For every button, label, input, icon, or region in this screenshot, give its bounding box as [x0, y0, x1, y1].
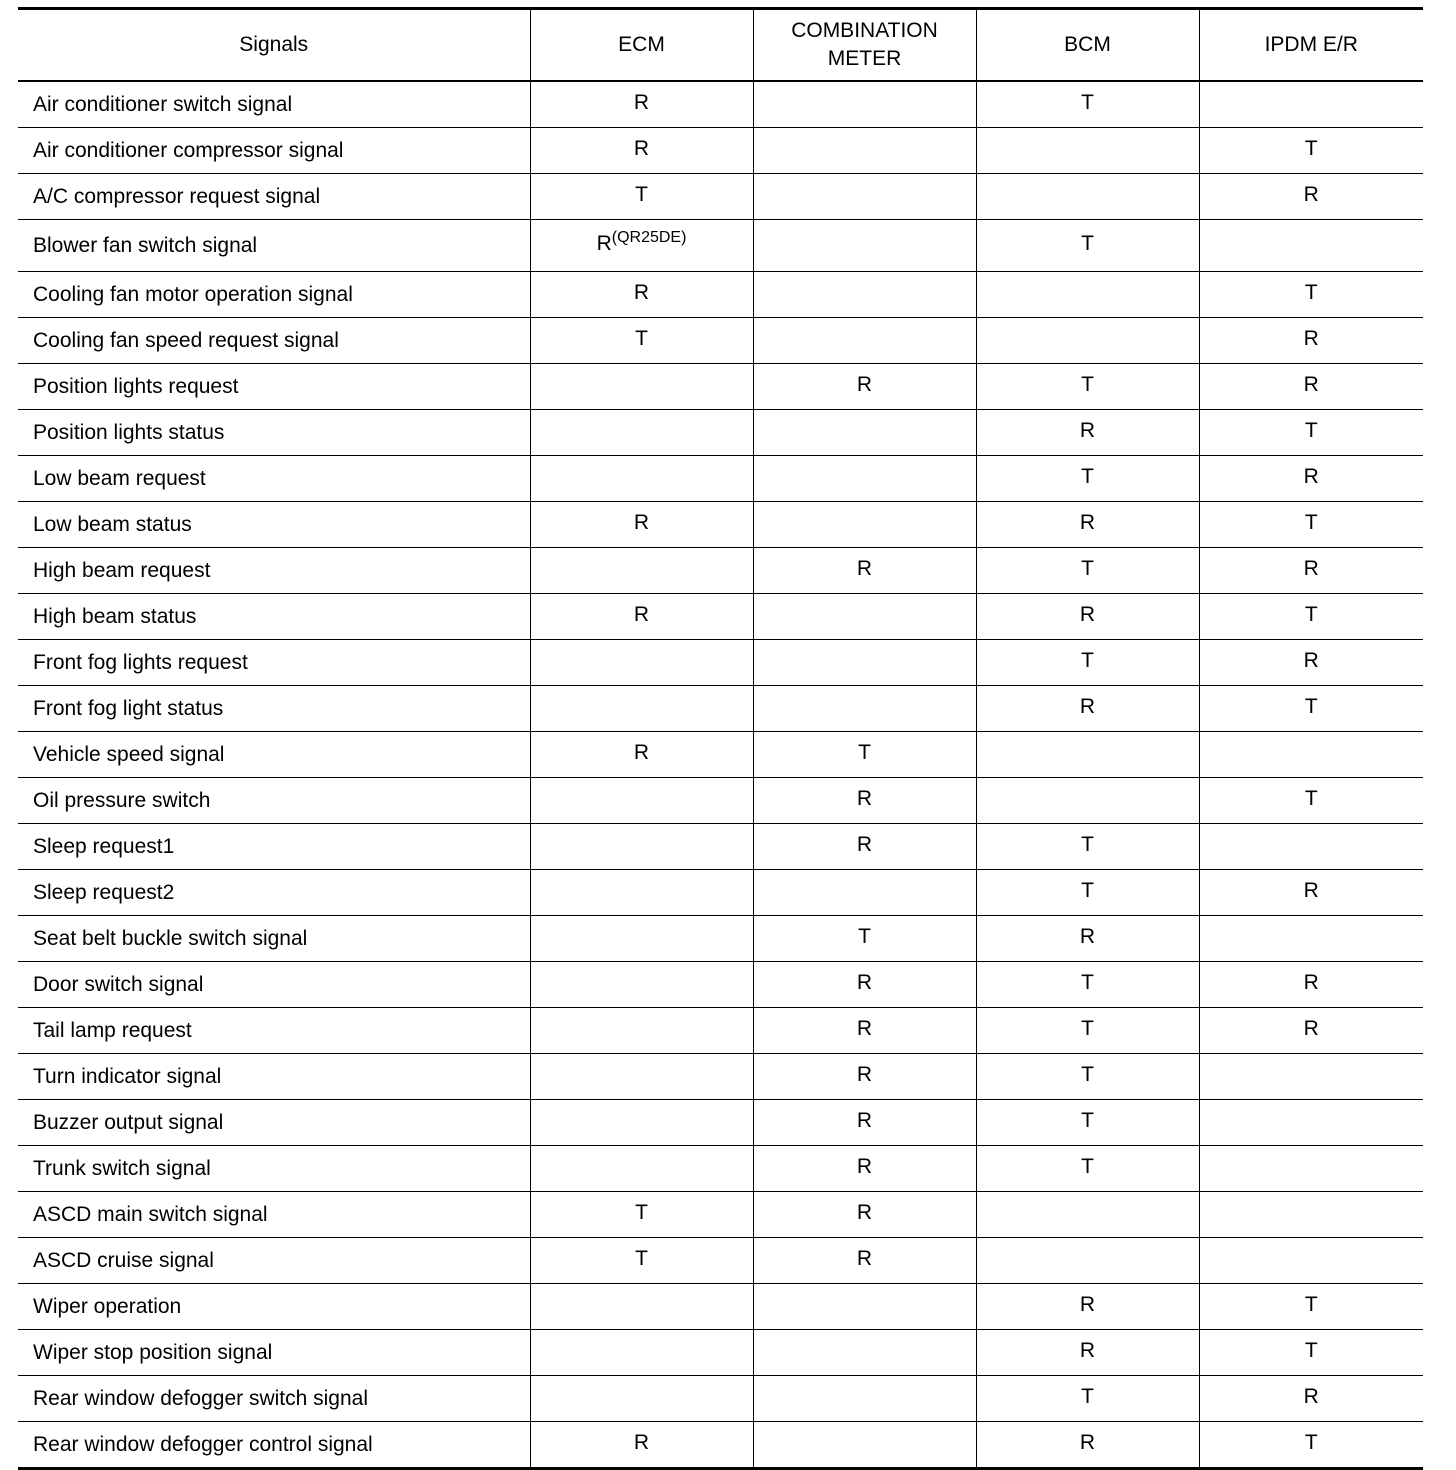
cell-ecm — [530, 548, 753, 594]
cell-bcm: T — [976, 1376, 1199, 1422]
cell-ecm — [530, 272, 753, 318]
cell-bcm: T — [976, 220, 1199, 272]
cell-ipdm-er: T — [1199, 686, 1423, 732]
cell-ipdm-er: T — [1199, 594, 1423, 640]
cell-ecm — [530, 1330, 753, 1376]
signal-name: Turn indicator signal — [18, 1054, 530, 1100]
cell-ecm — [530, 502, 753, 548]
cell-bcm — [976, 778, 1199, 824]
signal-name: ASCD cruise signal — [18, 1238, 530, 1284]
cell-ipdm-er: R — [1199, 364, 1423, 410]
cell-combination-meter — [753, 318, 976, 364]
signal-name: Tail lamp request — [18, 1008, 530, 1054]
cell-bcm: R — [976, 1284, 1199, 1330]
cell-ecm — [530, 220, 753, 272]
cell-bcm — [976, 272, 1199, 318]
cell-ecm — [530, 410, 753, 456]
cell-combination-meter: R — [753, 1238, 976, 1284]
cell-ecm-value: R — [633, 137, 650, 160]
cell-bcm — [976, 732, 1199, 778]
cell-combination-meter — [753, 220, 976, 272]
signal-table — [18, 7, 1423, 1470]
cell-ipdm-er: R — [1199, 318, 1423, 364]
cell-combination-meter: R — [753, 778, 976, 824]
cell-ecm-value: T — [635, 1201, 648, 1224]
cell-ecm — [530, 1376, 753, 1422]
cell-ecm-value: R — [633, 511, 650, 534]
cell-bcm — [976, 1238, 1199, 1284]
cell-combination-meter — [753, 870, 976, 916]
cell-ecm — [530, 1192, 753, 1238]
signal-name: Air conditioner switch signal — [18, 81, 530, 128]
table-row — [18, 1054, 1423, 1100]
cell-ipdm-er: R — [1199, 456, 1423, 502]
table-row — [18, 318, 1423, 364]
cell-ipdm-er — [1199, 1238, 1423, 1284]
table-row — [18, 594, 1423, 640]
cell-ecm — [530, 778, 753, 824]
cell-bcm — [976, 128, 1199, 174]
cell-ecm — [530, 916, 753, 962]
cell-combination-meter — [753, 456, 976, 502]
cell-ecm-value: R — [633, 91, 650, 114]
cell-combination-meter: R — [753, 364, 976, 410]
cell-ecm — [530, 1422, 753, 1469]
signal-name: Sleep request1 — [18, 824, 530, 870]
signal-name: High beam request — [18, 548, 530, 594]
cell-combination-meter — [753, 1422, 976, 1469]
table-row — [18, 456, 1423, 502]
cell-combination-meter — [753, 686, 976, 732]
signal-name: Front fog light status — [18, 686, 530, 732]
cell-bcm: R — [976, 1422, 1199, 1469]
cell-ipdm-er — [1199, 220, 1423, 272]
signal-name: High beam status — [18, 594, 530, 640]
table-row — [18, 128, 1423, 174]
cell-ecm — [530, 640, 753, 686]
signal-name: Vehicle speed signal — [18, 732, 530, 778]
cell-ecm-value: T — [635, 1247, 648, 1270]
cell-ecm — [530, 594, 753, 640]
table-row — [18, 1146, 1423, 1192]
cell-ecm — [530, 1284, 753, 1330]
signal-name: Rear window defogger switch signal — [18, 1376, 530, 1422]
cell-combination-meter — [753, 174, 976, 220]
cell-bcm: T — [976, 1008, 1199, 1054]
table-row — [18, 174, 1423, 220]
cell-ipdm-er — [1199, 1054, 1423, 1100]
cell-bcm: T — [976, 962, 1199, 1008]
cell-ipdm-er: T — [1199, 410, 1423, 456]
signal-name: Cooling fan motor operation signal — [18, 272, 530, 318]
table-row — [18, 1008, 1423, 1054]
table-row — [18, 502, 1423, 548]
table-row — [18, 778, 1423, 824]
cell-combination-meter: T — [753, 916, 976, 962]
cell-combination-meter: R — [753, 548, 976, 594]
signal-name: Trunk switch signal — [18, 1146, 530, 1192]
cell-ecm-value: R — [633, 603, 650, 626]
cell-ipdm-er: R — [1199, 1376, 1423, 1422]
cell-ecm-value: R — [633, 1431, 650, 1454]
cell-ecm — [530, 174, 753, 220]
table-row — [18, 272, 1423, 318]
cell-ecm — [530, 1100, 753, 1146]
signal-name: ASCD main switch signal — [18, 1192, 530, 1238]
cell-combination-meter: R — [753, 824, 976, 870]
cell-ipdm-er: R — [1199, 640, 1423, 686]
table-row — [18, 1284, 1423, 1330]
cell-ipdm-er: T — [1199, 272, 1423, 318]
cell-ipdm-er: R — [1199, 962, 1423, 1008]
cell-ecm — [530, 732, 753, 778]
cell-ipdm-er: R — [1199, 870, 1423, 916]
cell-ipdm-er: T — [1199, 1330, 1423, 1376]
cell-ecm-value: T — [635, 327, 648, 350]
table-row — [18, 962, 1423, 1008]
cell-ipdm-er — [1199, 916, 1423, 962]
signal-name: A/C compressor request signal — [18, 174, 530, 220]
cell-ecm — [530, 318, 753, 364]
signal-name: Rear window defogger control signal — [33, 1432, 373, 1456]
cell-ecm — [530, 686, 753, 732]
cell-combination-meter — [753, 1330, 976, 1376]
cell-bcm — [976, 1192, 1199, 1238]
cell-bcm: T — [976, 364, 1199, 410]
cell-ipdm-er: R — [1199, 1008, 1423, 1054]
cell-ecm — [530, 962, 753, 1008]
cell-ecm — [530, 81, 753, 128]
table-row — [18, 410, 1423, 456]
cell-ecm — [530, 1054, 753, 1100]
signal-name: Position lights request — [18, 364, 530, 410]
cell-ecm — [530, 824, 753, 870]
cell-bcm: T — [976, 548, 1199, 594]
header-ipdm-er: IPDM E/R — [1199, 9, 1423, 82]
table-row — [18, 364, 1423, 410]
cell-combination-meter: R — [753, 1146, 976, 1192]
table-row — [18, 1192, 1423, 1238]
table-row — [18, 732, 1423, 778]
cell-bcm: T — [976, 1054, 1199, 1100]
cell-ipdm-er — [1199, 1146, 1423, 1192]
cell-bcm: R — [976, 916, 1199, 962]
cell-combination-meter — [753, 594, 976, 640]
cell-ipdm-er: T — [1199, 1284, 1423, 1330]
cell-ecm — [530, 364, 753, 410]
cell-bcm: T — [976, 870, 1199, 916]
cell-ecm — [530, 1238, 753, 1284]
cell-ecm — [530, 128, 753, 174]
cell-combination-meter — [753, 502, 976, 548]
cell-ipdm-er: R — [1199, 174, 1423, 220]
cell-ipdm-er: R — [1199, 548, 1423, 594]
cell-ipdm-er — [1199, 81, 1423, 128]
cell-ecm — [530, 456, 753, 502]
table-row — [18, 1330, 1423, 1376]
cell-ipdm-er — [1199, 824, 1423, 870]
table-row — [18, 686, 1423, 732]
header-bcm: BCM — [976, 9, 1199, 82]
signal-name: Position lights status — [18, 410, 530, 456]
signal-name: Cooling fan speed request signal — [18, 318, 530, 364]
signal-name: Buzzer output signal — [18, 1100, 530, 1146]
cell-bcm: T — [976, 1100, 1199, 1146]
signal-name: Wiper stop position signal — [18, 1330, 530, 1376]
cell-combination-meter — [753, 640, 976, 686]
cell-combination-meter — [753, 410, 976, 456]
cell-bcm: R — [976, 502, 1199, 548]
cell-ecm-value: R — [596, 232, 612, 255]
table-row — [18, 1100, 1423, 1146]
cell-bcm: R — [976, 1330, 1199, 1376]
cell-combination-meter: T — [753, 732, 976, 778]
cell-bcm: T — [976, 1146, 1199, 1192]
cell-bcm: R — [976, 686, 1199, 732]
cell-ipdm-er — [1199, 1192, 1423, 1238]
table-row — [18, 824, 1423, 870]
table-row — [18, 1422, 1423, 1469]
cell-ecm — [530, 870, 753, 916]
table-body — [18, 81, 1423, 1469]
table-row — [18, 548, 1423, 594]
table-row — [18, 220, 1423, 272]
cell-bcm — [976, 318, 1199, 364]
cell-ipdm-er: T — [1199, 778, 1423, 824]
cell-combination-meter: R — [753, 1008, 976, 1054]
cell-bcm: R — [976, 594, 1199, 640]
table-row — [18, 1376, 1423, 1422]
cell-combination-meter — [753, 1376, 976, 1422]
cell-bcm: R — [976, 410, 1199, 456]
cell-ipdm-er — [1199, 1100, 1423, 1146]
signal-name: Blower fan switch signal — [18, 220, 530, 272]
cell-ipdm-er: T — [1199, 1422, 1423, 1469]
signal-name: Front fog lights request — [18, 640, 530, 686]
cell-ecm — [530, 1008, 753, 1054]
table-row — [18, 870, 1423, 916]
cell-bcm — [976, 174, 1199, 220]
signal-name: Seat belt buckle switch signal — [18, 916, 530, 962]
signal-name: Low beam request — [18, 456, 530, 502]
cell-combination-meter — [753, 81, 976, 128]
signal-name: Air conditioner compressor signal — [18, 128, 530, 174]
cell-combination-meter — [753, 1284, 976, 1330]
cell-combination-meter: R — [753, 1192, 976, 1238]
cell-ecm-value: T — [635, 183, 648, 206]
cell-ecm-value: R — [633, 741, 650, 764]
cell-ecm-note: (QR25DE) — [611, 229, 687, 246]
header-signals: Signals — [18, 9, 530, 82]
cell-bcm: T — [976, 81, 1199, 128]
table-row — [18, 640, 1423, 686]
cell-combination-meter — [753, 128, 976, 174]
signal-name: Door switch signal — [18, 962, 530, 1008]
cell-bcm: T — [976, 824, 1199, 870]
cell-ipdm-er — [1199, 732, 1423, 778]
signal-name: Oil pressure switch — [18, 778, 530, 824]
header-row — [18, 9, 1423, 82]
signal-name: Wiper operation — [18, 1284, 530, 1330]
table-row — [18, 1238, 1423, 1284]
cell-ecm — [530, 1146, 753, 1192]
header-ecm: ECM — [530, 9, 753, 82]
table-row — [18, 81, 1423, 128]
header-combination-meter: COMBINATION METER — [753, 9, 976, 82]
cell-combination-meter: R — [753, 1100, 976, 1146]
cell-bcm: T — [976, 640, 1199, 686]
signal-name: Low beam status — [18, 502, 530, 548]
cell-bcm: T — [976, 456, 1199, 502]
cell-combination-meter: R — [753, 962, 976, 1008]
cell-ecm-value: R — [633, 281, 650, 304]
cell-combination-meter — [753, 272, 976, 318]
cell-ipdm-er: T — [1199, 502, 1423, 548]
cell-combination-meter: R — [753, 1054, 976, 1100]
cell-ipdm-er: T — [1199, 128, 1423, 174]
signal-name: Sleep request2 — [18, 870, 530, 916]
table-row — [18, 916, 1423, 962]
